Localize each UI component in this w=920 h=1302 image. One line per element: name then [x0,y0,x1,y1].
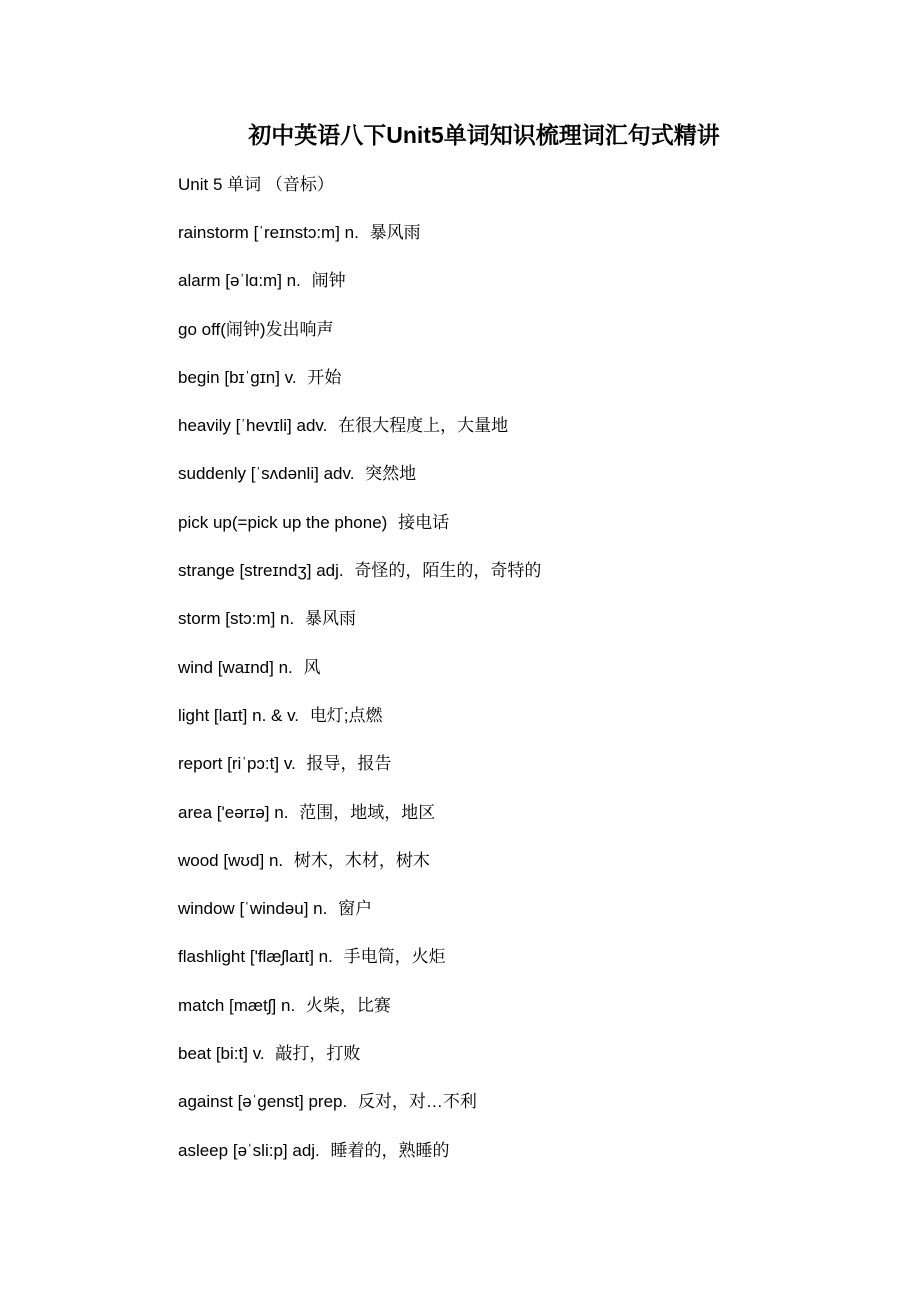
vocab-entry [178,413,541,461]
entry-word: area [178,802,213,822]
entry-phonetic: [ˈreɪnstɔ:m] [253,223,340,242]
entry-part-of-speech: adv. [323,464,355,484]
entry-word: go off [178,319,221,339]
vocab-entry [178,365,541,413]
entry-word: beat [178,1044,212,1064]
entry-meaning: 火柴，比赛 [305,995,391,1015]
entry-part-of-speech: n. [278,657,293,677]
entry-part-of-speech: adv. [296,416,328,436]
entry-phonetic: [stɔ:m] [225,609,276,629]
vocab-entry [178,1041,541,1089]
entry-word: asleep [178,1140,229,1160]
entry-word: storm [178,609,221,629]
entry-phonetic: [wʊd] [223,850,265,870]
entry-phonetic: [ˈwindəu] [239,899,309,919]
vocab-entry [178,510,541,558]
vocab-entry [178,751,541,799]
vocab-entry [178,848,541,896]
entry-meaning: 接电话 [398,512,450,532]
entry-word: pick up(=pick up the phone) [178,512,388,532]
entry-part-of-speech: n. [313,899,328,919]
entry-phonetic: [mætʃ] [229,995,277,1015]
entry-phonetic: ['eərɪə] [216,802,270,822]
entry-word: match [178,995,225,1015]
entry-word: against [178,1092,233,1112]
entry-phonetic: [bi:t] [215,1044,248,1064]
entry-part-of-speech: adj. [292,1140,320,1160]
entry-word: window [178,899,235,919]
document-title: 初中英语八下Unit5单词知识梳理词汇句式精讲 [248,122,720,148]
entry-part-of-speech: prep. [308,1092,348,1112]
entry-word: report [178,754,223,774]
entry-meaning: 树木，木材，树木 [293,850,430,870]
entry-word: wood [178,850,219,870]
entry-meaning: 暴风雨 [369,223,421,242]
entry-word: strange [178,561,235,581]
entry-part-of-speech: n. [274,802,289,822]
entry-phonetic: [ˈsʌdənli] [250,464,319,484]
entry-phonetic: [waɪnd] [217,657,274,677]
entry-part-of-speech: n. [281,995,296,1015]
entry-word: alarm [178,271,221,291]
entry-part-of-speech: adj. [316,561,344,581]
vocab-entry [178,944,541,992]
entry-word: light [178,705,210,725]
entry-part-of-speech: n. [344,223,359,242]
entry-meaning: 在很大程度上，大量地 [338,416,509,436]
entry-phonetic: [əˈlɑ:m] [225,271,282,291]
entry-meaning: 电灯;点燃 [309,705,383,725]
entry-part-of-speech: n. & v. [252,705,300,725]
entry-phonetic: [riˈpɔ:t] [227,754,280,774]
entry-meaning: 闹钟 [311,271,346,291]
entry-part-of-speech: n. [286,271,301,291]
entry-phonetic: ['flæʃlaɪt] [249,947,314,967]
entry-word: wind [178,657,213,677]
vocab-entry [178,800,541,848]
entry-meaning: (闹钟)发出响声 [220,319,334,339]
vocab-entry [178,1089,541,1137]
vocab-entry [178,993,541,1041]
entry-word: rainstorm [178,223,249,242]
entry-meaning: 反对，对…不利 [357,1092,477,1112]
entry-part-of-speech: v. [284,367,297,387]
entry-part-of-speech: n. [268,850,284,870]
vocab-entry [178,655,541,703]
vocab-entry [178,1138,541,1186]
entry-meaning: 手电筒，火炬 [343,947,446,967]
entry-phonetic: [əˈgenst] [237,1092,304,1112]
entry-phonetic: [ˈhevɪli] [235,416,292,436]
entry-meaning: 突然地 [365,464,417,484]
entry-part-of-speech: n. [280,609,295,629]
vocab-entry [178,703,541,751]
entry-meaning: 范围，地域，地区 [299,802,436,822]
entry-meaning: 睡着的，熟睡的 [330,1140,450,1160]
entry-part-of-speech: v. [252,1044,265,1064]
vocabulary-list [178,220,541,1186]
entry-phonetic: [əˈsli:p] [232,1140,288,1160]
entry-meaning: 敲打，打败 [275,1044,361,1064]
entry-word: suddenly [178,464,247,484]
entry-meaning: 开始 [307,367,342,387]
vocab-entry [178,606,541,654]
entry-meaning: 暴风雨 [304,609,356,629]
vocab-entry [178,220,541,268]
entry-word: begin [178,367,220,387]
vocab-entry [178,558,541,606]
entry-meaning: 窗户 [338,899,373,919]
vocab-entry [178,896,541,944]
entry-part-of-speech: n. [318,947,333,967]
section-subtitle: Unit 5 单词 （音标） [178,175,334,194]
entry-word: heavily [178,416,231,436]
entry-meaning: 奇怪的，陌生的，奇特的 [354,561,542,581]
entry-phonetic: [bɪˈgɪn] [224,367,280,387]
entry-phonetic: [laɪt] [213,705,248,725]
entry-meaning: 风 [303,657,321,677]
vocab-entry [178,461,541,509]
vocab-entry [178,268,541,316]
entry-part-of-speech: v. [283,754,296,774]
vocab-entry [178,317,541,365]
entry-meaning: 报导，报告 [306,754,392,774]
entry-phonetic: [streɪndʒ] [239,561,312,581]
entry-word: flashlight [178,947,246,967]
